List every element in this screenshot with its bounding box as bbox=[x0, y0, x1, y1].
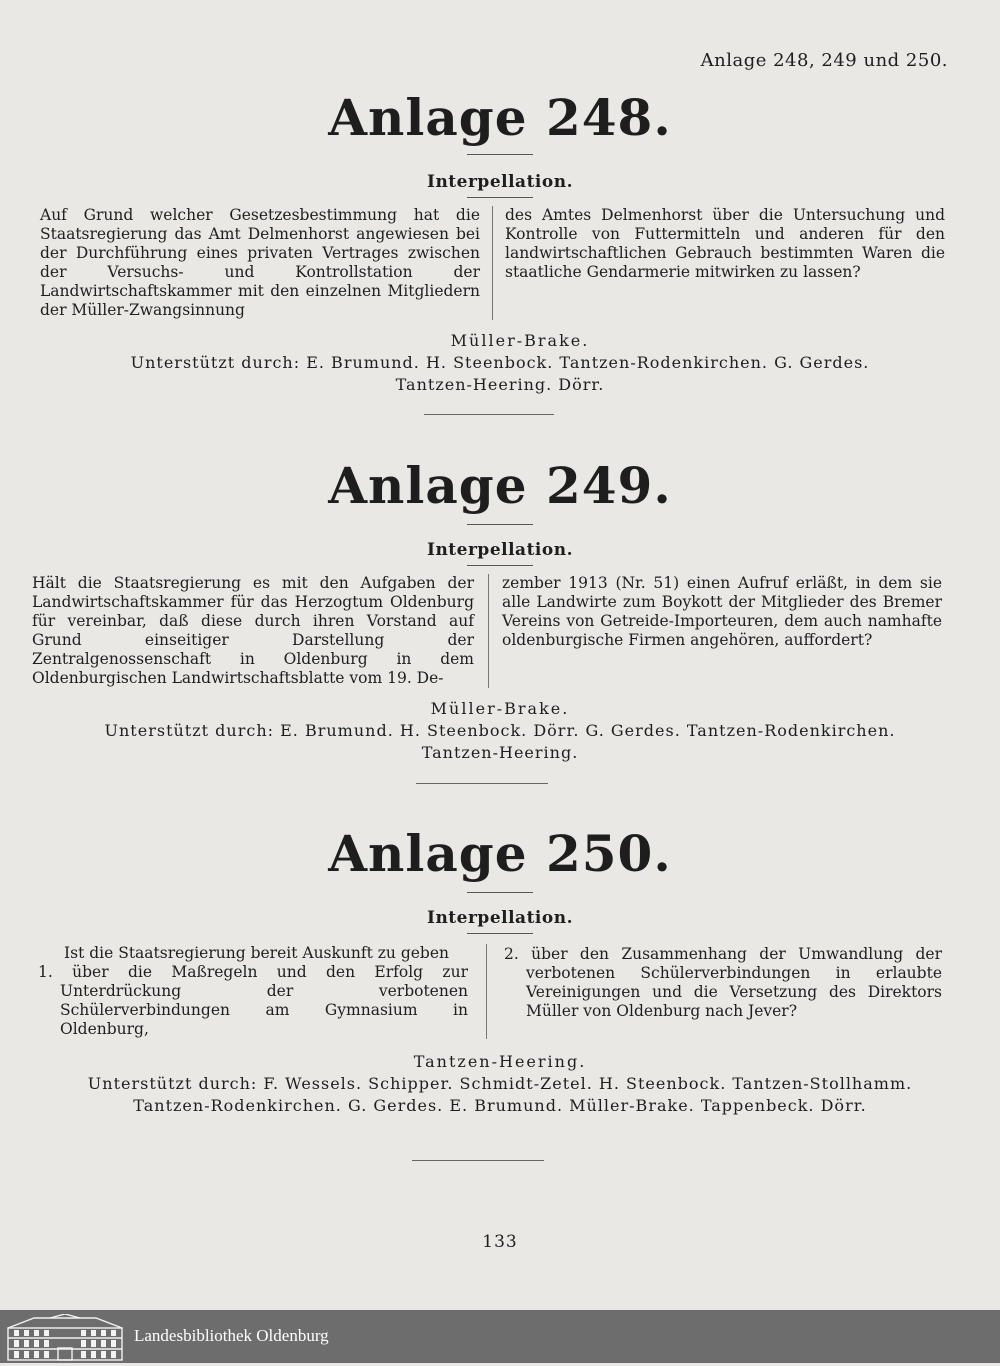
library-footer bbox=[0, 1310, 1000, 1363]
section-separator bbox=[416, 783, 548, 784]
title-rule bbox=[467, 892, 533, 893]
anlage-250-supporters-line1: Unterstützt durch: F. Wessels. Schipper. Schmidt-Zetel. H. Steenbock. Tantzen-Stollhamm. bbox=[87, 1074, 913, 1093]
section-separator bbox=[412, 1160, 544, 1161]
anlage-249-subtitle: Interpellation. bbox=[427, 540, 573, 560]
library-name: Landesbibliothek Oldenburg bbox=[134, 1326, 329, 1345]
subtitle-rule bbox=[467, 197, 533, 198]
anlage-248-supporters-line2: Tantzen-Heering. Dörr. bbox=[395, 375, 605, 394]
column-divider bbox=[492, 206, 493, 320]
section-separator bbox=[424, 414, 554, 415]
anlage-250-left-column bbox=[38, 944, 468, 1039]
anlage-250-title: Anlage 250. bbox=[328, 824, 672, 883]
anlage-249-columns bbox=[32, 574, 942, 688]
anlage-248-left-column: Auf Grund welcher Gesetzesbestimmung hat die Staatsregierung das Amt Delmenhorst angewiesen bei der Durchführung eines privaten Vertrages zwischen der Versuchs- und Kontrollstation der Landwirtschaftskammer mit den einzelnen Mitgliedern der Müller-Zwangsinnung bbox=[40, 206, 480, 319]
anlage-250-item-1: 1. über die Maßregeln und den Erfolg zur Unterdrückung der verbotenen Schülerverbindungen am Gymnasium in Oldenburg, bbox=[38, 963, 468, 1038]
anlage-248-section bbox=[0, 88, 1000, 396]
anlage-248-supporters-line1: Unterstützt durch: E. Brumund. H. Steenbock. Tantzen-Rodenkirchen. G. Gerdes. bbox=[130, 353, 870, 372]
title-rule bbox=[467, 524, 533, 525]
anlage-249-left-column: Hält die Staatsregierung es mit den Aufgaben der Landwirtschaftskammer für das Herzogtum Oldenburg für vereinbar, daß diese durch ihren Vorstand auf Grund einseitiger Darstellung der Zentralgenossenschaft in Oldenburg in dem Oldenburgischen Landwirtschaftsblatte vom 19. De- bbox=[32, 574, 474, 687]
anlage-248-columns bbox=[40, 206, 945, 320]
anlage-249-signer: Müller-Brake. bbox=[430, 699, 570, 718]
anlage-250-right-column bbox=[504, 944, 942, 1039]
anlage-250-supporters-line2: Tantzen-Rodenkirchen. G. Gerdes. E. Brumund. Müller-Brake. Tappenbeck. Dörr. bbox=[133, 1096, 867, 1115]
subtitle-rule bbox=[467, 565, 533, 566]
anlage-248-signer: Müller-Brake. bbox=[450, 331, 590, 350]
column-divider bbox=[486, 944, 487, 1039]
anlage-250-columns bbox=[38, 944, 942, 1039]
anlage-249-supporters-line2: Tantzen-Heering. bbox=[421, 743, 579, 762]
anlage-248-subtitle: Interpellation. bbox=[427, 172, 573, 192]
page-number: 133 bbox=[482, 1232, 518, 1252]
title-rule bbox=[467, 154, 533, 155]
anlage-249-title: Anlage 249. bbox=[328, 456, 672, 515]
anlage-249-supporters-line1: Unterstützt durch: E. Brumund. H. Steenbock. Dörr. G. Gerdes. Tantzen-Rodenkirchen. bbox=[104, 721, 896, 740]
running-head: Anlage 248, 249 und 250. bbox=[700, 50, 948, 71]
anlage-248-right-column: des Amtes Delmenhorst über die Untersuchung und Kontrolle von Futtermitteln und anderen für den landwirtschaftlichen Gebrauch bestimmten Waren die staatliche Gendarmerie mitwirken zu lassen? bbox=[505, 206, 945, 281]
column-divider bbox=[488, 574, 489, 688]
anlage-250-signer: Tantzen-Heering. bbox=[413, 1052, 587, 1071]
anlage-249-section bbox=[0, 456, 1000, 764]
subtitle-rule bbox=[467, 933, 533, 934]
anlage-248-title: Anlage 248. bbox=[328, 88, 672, 147]
anlage-250-subtitle: Interpellation. bbox=[427, 908, 573, 928]
anlage-249-right-column: zember 1913 (Nr. 51) einen Aufruf erläßt, in dem sie alle Landwirte zum Boykott der Mitglieder des Bremer Vereins von Getreide-Importeuren, dem auch namhafte oldenburgische Firmen angehören, auffordert? bbox=[502, 574, 942, 649]
anlage-250-item-2: 2. über den Zusammenhang der Umwandlung der verbotenen Schülerverbindungen in erlaubte Vereinigungen und die Versetzung des Direktors Müller von Oldenburg nach Jever? bbox=[504, 945, 942, 1020]
anlage-250-section bbox=[0, 824, 1000, 1117]
library-building-icon bbox=[4, 1314, 126, 1362]
anlage-250-intro: Ist die Staatsregierung bereit Auskunft zu geben bbox=[64, 944, 450, 962]
